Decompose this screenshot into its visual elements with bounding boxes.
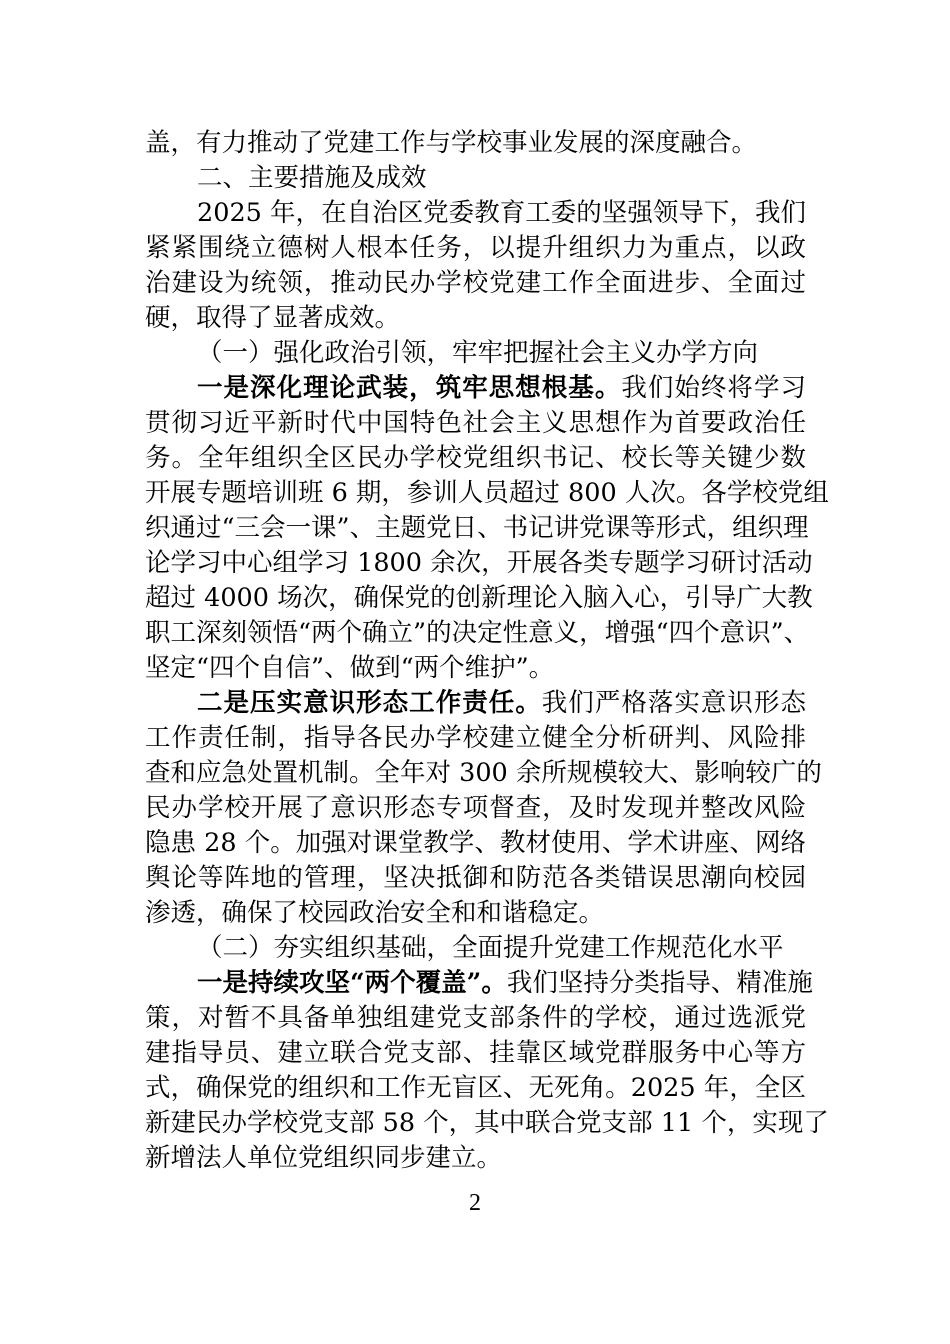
text-line <box>145 791 806 825</box>
line-text: 新增法人单位党组织同步建立。 <box>145 1143 503 1173</box>
text-line <box>145 266 806 300</box>
text-line <box>145 546 813 580</box>
text-line <box>145 651 806 685</box>
line-text: 2025 年，在自治区党委教育工委的坚强领导下，我们 <box>197 198 806 228</box>
line-text: 织通过“三会一课”、主题党日、书记讲党课等形式，组织理 <box>145 513 809 543</box>
line-text: 建指导员、建立联合党支部、挂靠区域党群服务中心等方 <box>145 1038 806 1068</box>
line-text: 渗透，确保了校园政治安全和和谐稳定。 <box>145 898 605 928</box>
text-line <box>145 686 806 720</box>
line-text: 贯彻习近平新时代中国特色社会主义思想作为首要政治任 <box>145 408 806 438</box>
line-text: 论学习中心组学习 1800 余次，开展各类专题学习研讨活动 <box>145 548 813 578</box>
text-line <box>145 371 806 405</box>
line-text: 盖，有力推动了党建工作与学校事业发展的深度融合。 <box>145 128 758 158</box>
text-line <box>145 896 806 930</box>
text-line <box>145 931 806 965</box>
text-line <box>145 1036 806 1070</box>
text-line <box>145 231 806 265</box>
text-line <box>145 1141 806 1175</box>
bold-lead-text: 一是深化理论武装，筑牢思想根基。 <box>197 373 622 403</box>
text-line <box>145 756 822 790</box>
line-text: 紧紧围绕立德树人根本任务，以提升组织力为重点，以政 <box>145 233 806 263</box>
text-line <box>145 721 806 755</box>
text-line <box>145 1001 806 1035</box>
line-text: 民办学校开展了意识形态专项督查，及时发现并整改风险 <box>145 793 806 823</box>
line-text: 硬，取得了显著成效。 <box>145 303 401 333</box>
bold-lead-text: 二是压实意识形态工作责任。 <box>197 688 542 718</box>
line-text: 超过 4000 场次，确保党的创新理论入脑入心，引导广大教 <box>145 583 813 613</box>
text-line <box>145 581 813 615</box>
line-text: 二、主要措施及成效 <box>197 163 427 193</box>
line-text: 开展专题培训班 6 期，参训人员超过 800 人次。各学校党组 <box>145 478 829 508</box>
line-text: 坚定“四个自信”、做到“两个维护”。 <box>145 653 555 683</box>
text-line <box>145 826 806 860</box>
text-line <box>145 1071 806 1105</box>
text-line <box>145 196 806 230</box>
line-text: 务。全年组织全区民办学校党组织书记、校长等关键少数 <box>145 443 806 473</box>
text-line <box>145 301 806 335</box>
text-line <box>145 511 809 545</box>
line-text: 工作责任制，指导各民办学校建立健全分析研判、风险排 <box>145 723 806 753</box>
text-line <box>145 406 806 440</box>
line-text: 隐患 28 个。加强对课堂教学、教材使用、学术讲座、网络 <box>145 828 806 858</box>
text-line <box>145 1106 829 1140</box>
text-line <box>145 476 829 510</box>
text-line <box>145 616 810 650</box>
line-text: 舆论等阵地的管理，坚决抵御和防范各类错误思潮向校园 <box>145 863 806 893</box>
line-text: 治建设为统领，推动民办学校党建工作全面进步、全面过 <box>145 268 806 298</box>
bold-lead-text: 一是持续攻坚“两个覆盖”。 <box>197 968 507 998</box>
line-text: 策，对暂不具备单独组建党支部条件的学校，通过选派党 <box>145 1003 806 1033</box>
text-line <box>145 441 806 475</box>
text-line <box>145 861 806 895</box>
text-line <box>145 161 806 195</box>
line-text: 我们坚持分类指导、精准施 <box>506 968 813 998</box>
line-text: 式，确保党的组织和工作无盲区、无死角。2025 年，全区 <box>145 1073 806 1103</box>
text-line <box>145 966 813 1000</box>
line-text: （二）夯实组织基础，全面提升党建工作规范化水平 <box>197 933 784 963</box>
line-text: 新建民办学校党支部 58 个，其中联合党支部 11 个，实现了 <box>145 1108 829 1138</box>
line-text: （一）强化政治引领，牢牢把握社会主义办学方向 <box>197 338 759 368</box>
text-line <box>145 126 806 160</box>
line-text: 查和应急处置机制。全年对 300 余所规模较大、影响较广的 <box>145 758 822 788</box>
text-line <box>145 336 806 370</box>
line-text: 我们严格落实意识形态 <box>541 688 806 718</box>
page-number: 2 <box>469 1190 481 1216</box>
line-text: 职工深刻领悟“两个确立”的决定性意义，增强“四个意识”、 <box>145 618 810 648</box>
line-text: 我们始终将学习 <box>621 373 806 403</box>
